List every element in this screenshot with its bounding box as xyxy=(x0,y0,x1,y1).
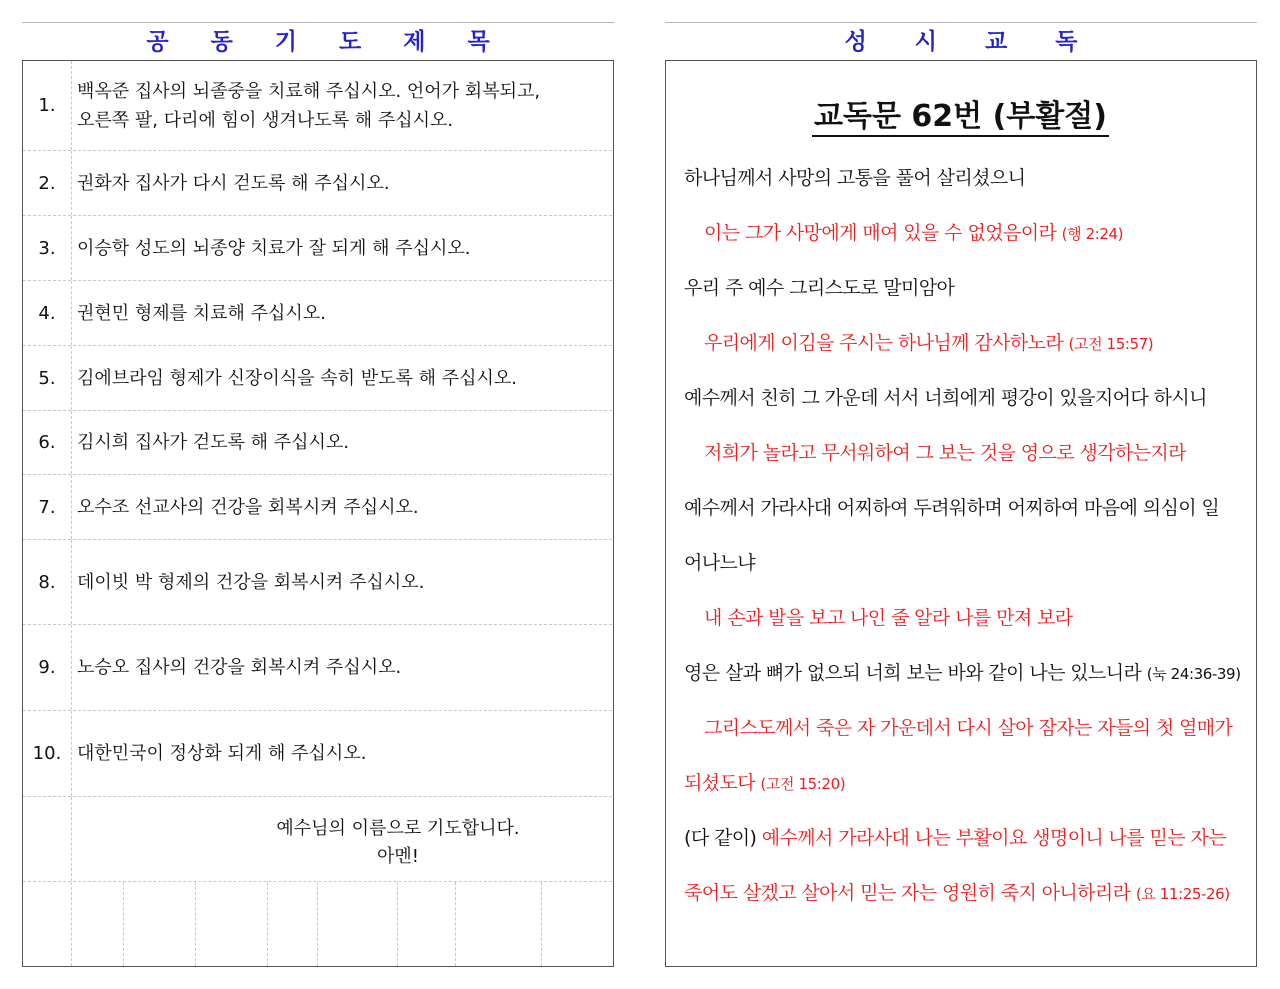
line-text: 그리스도께서 죽은 자 가운데서 다시 살아 잠자는 자들의 첫 열매가 xyxy=(704,717,1233,739)
prayer-text: 데이빗 박 형제의 건강을 회복시켜 주십시오. xyxy=(77,571,425,593)
closing-prayer xyxy=(23,797,612,882)
prayer-item xyxy=(23,540,612,625)
scripture-ref: (고전 15:20) xyxy=(760,775,846,793)
line-text: 예수께서 친히 그 가운데 서서 너희에게 평강이 있을지어다 하시니 xyxy=(684,387,1207,409)
prayer-text: 이승학 성도의 뇌종양 치료가 잘 되게 해 주십시오. xyxy=(77,237,471,259)
prayer-number: 8. xyxy=(23,540,72,624)
title-char: 교 xyxy=(985,28,1008,55)
grid-cell xyxy=(71,882,124,966)
closing-line: 예수님의 이름으로 기도합니다. xyxy=(276,818,520,839)
grid-cell xyxy=(195,882,268,966)
prayer-number: 3. xyxy=(23,216,72,280)
grid-cell xyxy=(317,882,398,966)
line-text: 하나님께서 사망의 고통을 풀어 살리셨으니 xyxy=(684,167,1026,189)
closing-line: 아멘! xyxy=(377,846,419,867)
leader-line xyxy=(684,548,1250,575)
unison-line xyxy=(684,823,1250,850)
responsive-reading-box xyxy=(665,60,1257,967)
prayer-text: 대한민국이 정상화 되게 해 주십시오. xyxy=(77,743,367,764)
prayer-text: 오수조 선교사의 건강을 회복시켜 주십시오. xyxy=(77,496,419,518)
prayer-item xyxy=(23,346,612,411)
prayer-number: 1. xyxy=(23,61,72,150)
prayer-item xyxy=(23,411,612,475)
grid-cell xyxy=(455,882,542,966)
prayer-item xyxy=(23,61,612,151)
response-line xyxy=(704,218,1250,245)
title-char: 기 xyxy=(274,28,297,55)
prayer-number: 4. xyxy=(23,281,72,345)
title-char: 공 xyxy=(146,28,169,55)
unison-label: (다 같이) xyxy=(684,827,757,849)
unison-line xyxy=(684,878,1250,905)
prayer-number: 9. xyxy=(23,625,72,710)
response-line xyxy=(684,768,1250,795)
prayer-text: 노승오 집사의 건강을 회복시켜 주십시오. xyxy=(77,657,402,678)
line-text: 저희가 놀라고 무서워하여 그 보는 것을 영으로 생각하는지라 xyxy=(704,442,1186,464)
line-text: 어나느냐 xyxy=(684,552,756,574)
leader-line xyxy=(684,163,1250,190)
line-text: 우리 주 예수 그리스도로 말미암아 xyxy=(684,277,955,299)
leader-line xyxy=(684,383,1250,410)
responsive-reading-title xyxy=(665,22,1257,55)
prayer-text: 김시희 집사가 걷도록 해 주십시오. xyxy=(77,432,350,453)
title-char: 도 xyxy=(339,28,362,55)
grid-cell xyxy=(267,882,318,966)
prayer-number: 6. xyxy=(23,411,72,474)
title-char: 성 xyxy=(844,28,867,55)
response-line xyxy=(704,438,1250,465)
scripture-ref: (요 11:25-26) xyxy=(1135,885,1230,903)
prayer-item xyxy=(23,711,612,797)
leader-line xyxy=(684,273,1250,300)
line-text: 영은 살과 뼈가 없으되 너희 보는 바와 같이 나는 있느니라 xyxy=(684,662,1142,684)
line-text: 예수께서 가라사대 나는 부활이요 생명이니 나를 믿는 자는 xyxy=(761,827,1226,849)
prayer-number: 5. xyxy=(23,346,72,410)
leader-line xyxy=(684,658,1250,685)
title-char: 시 xyxy=(914,28,937,55)
grid-cell xyxy=(397,882,456,966)
scripture-ref: (눅 24:36-39) xyxy=(1146,665,1241,683)
grid-cell xyxy=(123,882,196,966)
response-line xyxy=(704,713,1250,740)
prayer-item xyxy=(23,151,612,216)
line-text: 예수께서 가라사대 어찌하여 두려워하며 어찌하여 마음에 의심이 일 xyxy=(684,497,1220,519)
title-char: 독 xyxy=(1055,28,1078,55)
response-line xyxy=(704,603,1250,630)
blank-grid-footer xyxy=(23,882,612,966)
prayer-text-line: 오른쪽 팔, 다리에 힘이 생겨나도록 해 주십시오. xyxy=(77,109,454,131)
response-line xyxy=(704,328,1250,355)
prayer-item xyxy=(23,625,612,711)
prayer-text: 권화자 집사가 다시 걷도록 해 주십시오. xyxy=(77,172,390,194)
line-text: 되셨도다 xyxy=(684,772,756,794)
prayer-text: 김에브라임 형제가 신장이식을 속히 받도록 해 주십시오. xyxy=(77,367,517,389)
line-text: 죽어도 살겠고 살아서 믿는 자는 영원히 죽지 아니하리라 xyxy=(684,882,1131,904)
line-text: 이는 그가 사망에게 매여 있을 수 없었음이라 xyxy=(704,222,1057,244)
prayer-item xyxy=(23,216,612,281)
title-char: 동 xyxy=(210,28,233,55)
prayer-text-line: 백옥준 집사의 뇌졸중을 치료해 주십시오. 언어가 회복되고, xyxy=(77,80,541,102)
line-text: 우리에게 이김을 주시는 하나님께 감사하노라 xyxy=(704,332,1064,354)
prayer-text xyxy=(77,61,602,150)
prayer-list-box xyxy=(22,60,614,967)
prayer-topics-title xyxy=(22,22,614,55)
prayer-number: 10. xyxy=(23,711,72,796)
prayer-number: 2. xyxy=(23,151,72,215)
scripture-ref: (고전 15:57) xyxy=(1068,335,1154,353)
line-text: 내 손과 발을 보고 나인 줄 알라 나를 만져 보라 xyxy=(704,607,1073,629)
prayer-text: 권현민 형제를 치료해 주십시오. xyxy=(77,302,326,324)
prayer-item xyxy=(23,475,612,540)
grid-cell xyxy=(23,882,72,966)
leader-line xyxy=(684,493,1250,520)
scripture-ref: (행 2:24) xyxy=(1061,225,1124,243)
prayer-item xyxy=(23,281,612,346)
reading-heading xyxy=(666,91,1255,135)
reading-heading-text: 교독문 62번 (부활절) xyxy=(812,99,1109,137)
title-char: 제 xyxy=(403,28,426,55)
prayer-number: 7. xyxy=(23,475,72,539)
title-char: 목 xyxy=(467,28,490,55)
